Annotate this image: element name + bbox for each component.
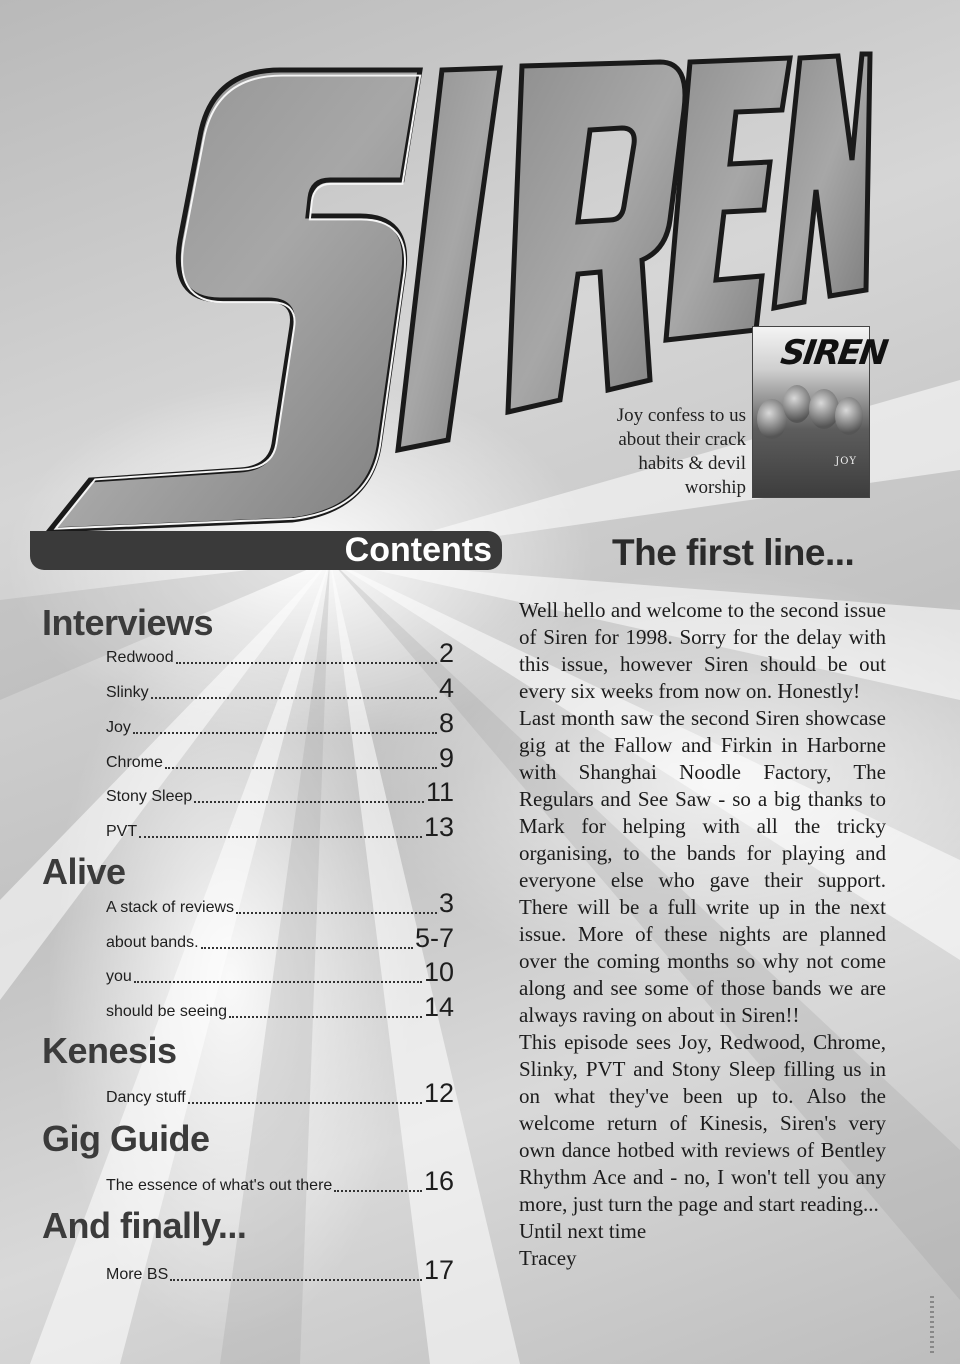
toc-entry-title: More BS xyxy=(106,1266,169,1283)
toc-leader-dots xyxy=(134,981,422,983)
toc-leader-dots xyxy=(170,1279,422,1281)
toc-entry-page: 16 xyxy=(423,1166,454,1196)
toc-entry-title: Redwood xyxy=(106,649,174,666)
section-heading-and-finally: And finally... xyxy=(42,1205,247,1246)
toc-entry-title: should be seeing xyxy=(106,1003,227,1020)
editorial-article xyxy=(519,597,886,1272)
toc-entry-page: 14 xyxy=(423,992,454,1022)
contents-banner xyxy=(30,531,502,570)
toc-entry[interactable] xyxy=(106,956,454,986)
article-paragraph: Well hello and welcome to the second issue of Siren for 1998. Sorry for the delay with this issue, however Siren should be out every six weeks from now on. Honestly! xyxy=(519,598,886,703)
toc-entry-page: 12 xyxy=(423,1078,454,1108)
section-heading-alive: Alive xyxy=(42,851,126,892)
section-heading-kenesis: Kenesis xyxy=(42,1030,177,1071)
toc-entry[interactable] xyxy=(106,887,454,917)
toc-entry-title: Dancy stuff xyxy=(106,1089,186,1106)
toc-leader-dots xyxy=(151,697,437,699)
toc-leader-dots xyxy=(139,836,422,838)
toc-entry[interactable] xyxy=(106,991,454,1021)
toc-entry-page: 9 xyxy=(438,743,454,773)
toc-entry[interactable] xyxy=(106,707,454,737)
toc-entry-title: Slinky xyxy=(106,684,149,701)
toc-entry-page: 11 xyxy=(425,777,454,807)
cover-thumbnail-band: JOY xyxy=(835,456,857,467)
scan-edge-mark xyxy=(930,1296,934,1356)
toc-leader-dots xyxy=(133,732,437,734)
toc-entry-title: The essence of what's out there xyxy=(106,1177,333,1194)
article-signature: Tracey xyxy=(519,1246,577,1270)
toc-leader-dots xyxy=(194,801,424,803)
band-member-photo xyxy=(783,385,811,423)
toc-entry-page: 4 xyxy=(438,673,454,703)
toc-entry-title: you xyxy=(106,968,132,985)
article-paragraph: Last month saw the second Siren showcase gig at the Fallow and Firkin in Harborne with Shanghai Noodle Factory, The Regulars and See Saw - so a big thanks to Mark for helping with all the tricky organising, to the bands for playing and everyone else who gave their support. There will be a full write up in the next issue. More of these nights are planned over the coming months so why not come along and see some of those bands we are always raving on about in Siren!! xyxy=(519,706,886,1027)
article-paragraph: This episode sees Joy, Redwood, Chrome, Slinky, PVT and Stony Sleep filling us in on what they've been up to. Also the welcome return of Kinesis, Siren's very own dance hotbed with reviews of Bentley Rhythm Ace and - no, I won't tell you any more, just turn the page and start reading... xyxy=(519,1030,886,1216)
toc-entry-page: 10 xyxy=(423,957,454,987)
toc-entry[interactable] xyxy=(106,811,454,841)
toc-entry-page: 3 xyxy=(438,888,454,918)
toc-leader-dots xyxy=(229,1016,422,1018)
toc-leader-dots xyxy=(165,767,437,769)
section-heading-interviews: Interviews xyxy=(42,602,214,643)
toc-entry[interactable] xyxy=(106,1254,454,1284)
article-signoff: Until next time xyxy=(519,1219,647,1243)
toc-entry-title: A stack of reviews xyxy=(106,899,235,916)
toc-entry-page: 17 xyxy=(423,1255,454,1285)
toc-entry-title: Chrome xyxy=(106,754,163,771)
toc-leader-dots xyxy=(334,1190,422,1192)
section-heading-gig-guide: Gig Guide xyxy=(42,1118,210,1159)
toc-leader-dots xyxy=(201,947,413,949)
cover-caption: Joy confess to us about their crack habits & devil worship xyxy=(616,405,746,498)
cover-thumbnail-title: SIREN xyxy=(778,333,889,373)
toc-entry-title: Joy xyxy=(106,719,131,736)
article-heading: The first line... xyxy=(612,532,855,573)
toc-leader-dots xyxy=(176,662,437,664)
band-member-photo xyxy=(835,397,863,435)
toc-entry[interactable] xyxy=(106,1165,454,1195)
toc-leader-dots xyxy=(236,912,437,914)
cover-thumbnail xyxy=(752,326,889,498)
band-member-photo xyxy=(809,389,839,429)
toc-entry[interactable] xyxy=(106,742,454,772)
toc-entry[interactable] xyxy=(106,776,454,806)
toc-entry-page: 2 xyxy=(438,638,454,668)
toc-entry[interactable] xyxy=(106,1077,454,1107)
toc-entry-title: about bands. xyxy=(106,934,199,951)
toc-leader-dots xyxy=(188,1102,422,1104)
toc-entry-title: PVT xyxy=(106,823,138,840)
toc-entry-page: 5-7 xyxy=(414,923,454,953)
toc-entry[interactable] xyxy=(106,922,454,952)
toc-entry[interactable] xyxy=(106,672,454,702)
toc-entry[interactable] xyxy=(106,637,454,667)
toc-entry-title: Stony Sleep xyxy=(106,788,193,805)
logo-text: SIREN xyxy=(30,40,34,41)
contents-heading: Contents xyxy=(344,531,492,569)
toc-entry-page: 13 xyxy=(423,812,454,842)
toc-entry-page: 8 xyxy=(438,708,454,738)
